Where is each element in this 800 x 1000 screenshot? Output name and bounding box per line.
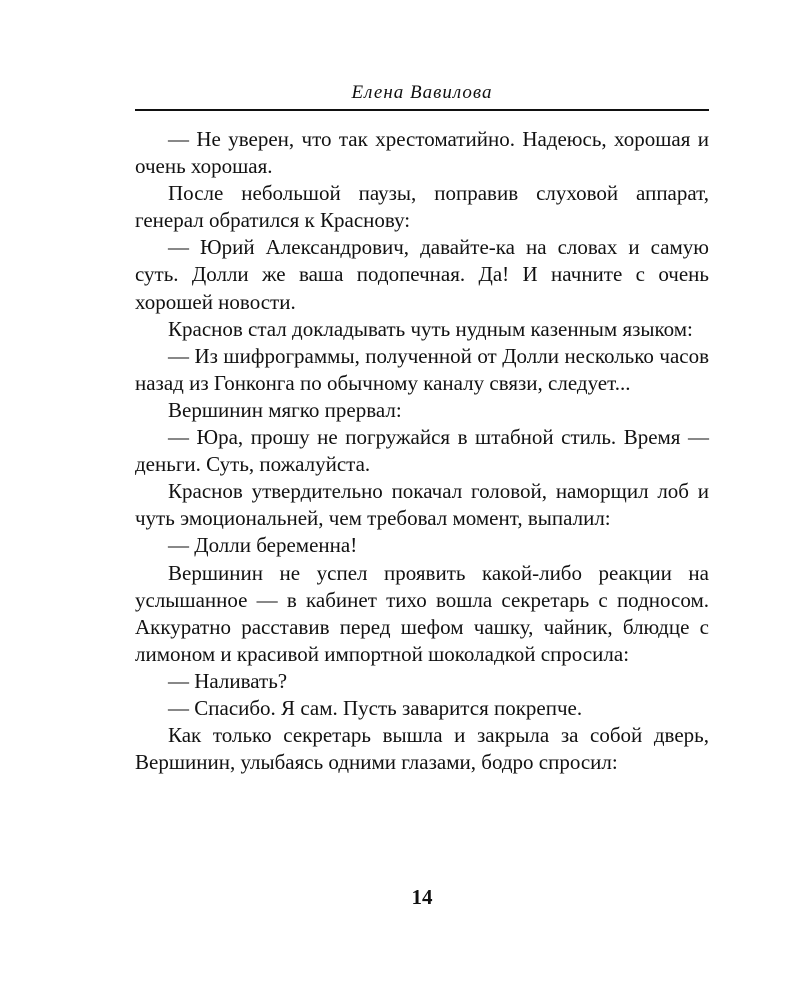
paragraph: Как только секретарь вышла и закрыла за собой дверь, Вершинин, улыбаясь одними глазами, бодро спросил: [135,723,709,775]
body-text [135,126,709,776]
running-head-author: Елена Вавилова [351,82,493,103]
paragraph: Вершинин не успел проявить какой-либо реакции на услышанное — в кабинет тихо вошла секретарь с подносом. Аккуратно расставив перед шефом чашку, чайник, блюдце с лимоном и красивой импортной шоколадкой спросила: [135,560,709,666]
paragraph: Краснов стал докладывать чуть нудным казенным языком: [168,316,693,341]
paragraph: — Наливать? [168,668,288,693]
paragraph: — Из шифрограммы, полученной от Долли несколько часов назад из Гонконга по обычному каналу связи, следует... [135,343,709,395]
paragraph: — Не уверен, что так хрестоматийно. Надеюсь, хорошая и очень хорошая. [135,127,709,179]
paragraph: — Юрий Александрович, давайте-ка на словах и самую суть. Долли же ваша подопечная. Да! И начните с очень хорошей новости. [135,235,709,314]
page-number: 14 [411,885,433,909]
header-rule [135,109,709,111]
paragraph: Краснов утвердительно покачал головой, наморщил лоб и чуть эмоциональней, чем требовал момент, выпалил: [135,479,709,531]
paragraph: Вершинин мягко прервал: [168,397,402,422]
paragraph: — Спасибо. Я сам. Пусть заварится покрепче. [168,695,583,720]
paragraph: — Долли беременна! [168,533,358,558]
paragraph: После небольшой паузы, поправив слуховой аппарат, генерал обратился к Краснову: [135,181,709,233]
paragraph: — Юра, прошу не погружайся в штабной стиль. Время — деньги. Суть, пожалуйста. [135,425,709,477]
